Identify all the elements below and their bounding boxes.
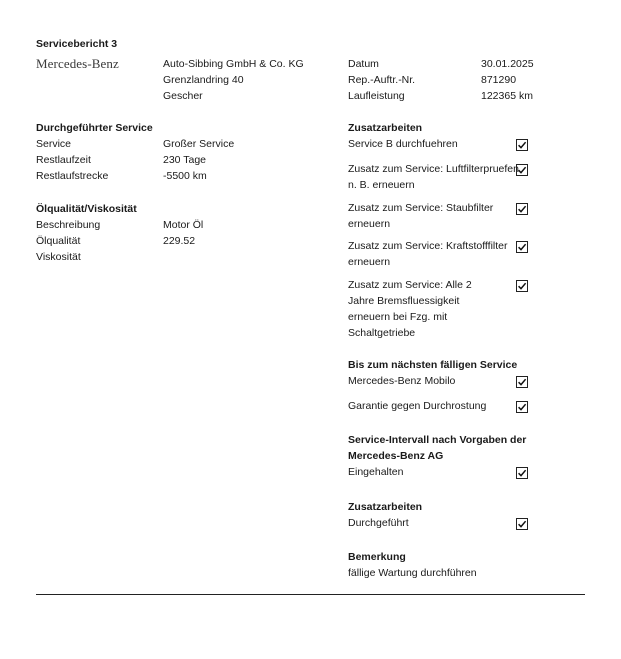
meta-label-order: Rep.-Auftr.-Nr. bbox=[348, 74, 416, 86]
remaining-distance-label: Restlaufstrecke bbox=[36, 170, 109, 182]
extra-work-item-text: Zusatz zum Service: Alle 2 Jahre Bremsfluessigkeit erneuern bei Fzg. mit Schaltgetriebe bbox=[348, 279, 472, 339]
extra-work-item-text: Zusatz zum Service: Kraftstofffilter erneuern bbox=[348, 240, 508, 268]
extra-work-item bbox=[348, 238, 528, 270]
check-icon bbox=[517, 204, 527, 214]
oil-description-value: Motor Öl bbox=[163, 219, 204, 231]
oil-viscosity-label: Viskosität bbox=[36, 251, 81, 263]
extra-work-item bbox=[348, 200, 528, 232]
extra-work-heading: Zusatzarbeiten bbox=[348, 122, 423, 134]
meta-value-mileage: 122365 km bbox=[481, 90, 533, 102]
meta-label-mileage: Laufleistung bbox=[348, 90, 405, 102]
interval-item-text: Eingehalten bbox=[348, 466, 404, 478]
dealer-street: Grenzlandring 40 bbox=[163, 74, 244, 86]
check-icon bbox=[517, 377, 527, 387]
dealer-city: Gescher bbox=[163, 90, 203, 102]
meta-value-date: 30.01.2025 bbox=[481, 58, 534, 70]
checkbox-extra-done[interactable] bbox=[516, 518, 528, 530]
extra-work-item-text: Zusatz zum Service: Staubfilter erneuern bbox=[348, 202, 494, 230]
oil-quality-label: Ölqualität bbox=[36, 235, 81, 247]
extra-work-item-text: Zusatz zum Service: Luftfilterpruefen n. B. erneuern bbox=[348, 163, 519, 191]
report-title: Servicebericht 3 bbox=[36, 38, 118, 50]
oil-quality-value: 229.52 bbox=[163, 235, 196, 247]
checkbox-mobilo[interactable] bbox=[516, 376, 528, 388]
check-icon bbox=[517, 402, 527, 412]
remaining-time-value: 230 Tage bbox=[163, 154, 207, 166]
remaining-distance-value: -5500 km bbox=[163, 170, 207, 182]
extra-work-item bbox=[348, 277, 528, 341]
bottom-divider bbox=[36, 594, 585, 595]
checkbox-rust-warranty[interactable] bbox=[516, 401, 528, 413]
extra-work-2-item-text: Durchgeführt bbox=[348, 517, 409, 529]
check-icon bbox=[517, 242, 527, 252]
checkbox-brake-fluid[interactable] bbox=[516, 280, 528, 292]
next-service-heading: Bis zum nächsten fälligen Service bbox=[348, 359, 518, 371]
next-service-item-text: Mercedes-Benz Mobilo bbox=[348, 375, 456, 387]
service-heading: Durchgeführter Service bbox=[36, 122, 153, 134]
remark-text: fällige Wartung durchführen bbox=[348, 567, 477, 579]
extra-work-item bbox=[348, 136, 528, 152]
meta-value-order: 871290 bbox=[481, 74, 517, 86]
extra-work-item bbox=[348, 161, 528, 193]
service-label: Service bbox=[36, 138, 72, 150]
check-icon bbox=[517, 165, 527, 175]
remark-heading: Bemerkung bbox=[348, 551, 406, 563]
dealer-name: Auto-Sibbing GmbH & Co. KG bbox=[163, 58, 304, 70]
service-value: Großer Service bbox=[163, 138, 235, 150]
checkbox-fuel-filter[interactable] bbox=[516, 241, 528, 253]
next-service-item-text: Garantie gegen Durchrostung bbox=[348, 400, 487, 412]
checkbox-service-b[interactable] bbox=[516, 139, 528, 151]
checkbox-interval-kept[interactable] bbox=[516, 467, 528, 479]
check-icon bbox=[517, 519, 527, 529]
check-icon bbox=[517, 281, 527, 291]
check-icon bbox=[517, 468, 527, 478]
checkbox-dust-filter[interactable] bbox=[516, 203, 528, 215]
interval-heading: Service-Intervall nach Vorgaben der Mercedes-Benz AG bbox=[348, 434, 527, 462]
oil-heading: Ölqualität/Viskosität bbox=[36, 203, 137, 215]
check-icon bbox=[517, 140, 527, 150]
brand-logo: Mercedes-Benz bbox=[36, 56, 119, 71]
extra-work-item-text: Service B durchfuehren bbox=[348, 138, 458, 150]
extra-work-2-heading: Zusatzarbeiten bbox=[348, 501, 423, 513]
remaining-time-label: Restlaufzeit bbox=[36, 154, 91, 166]
checkbox-air-filter[interactable] bbox=[516, 164, 528, 176]
oil-description-label: Beschreibung bbox=[36, 219, 101, 231]
meta-label-date: Datum bbox=[348, 58, 379, 70]
